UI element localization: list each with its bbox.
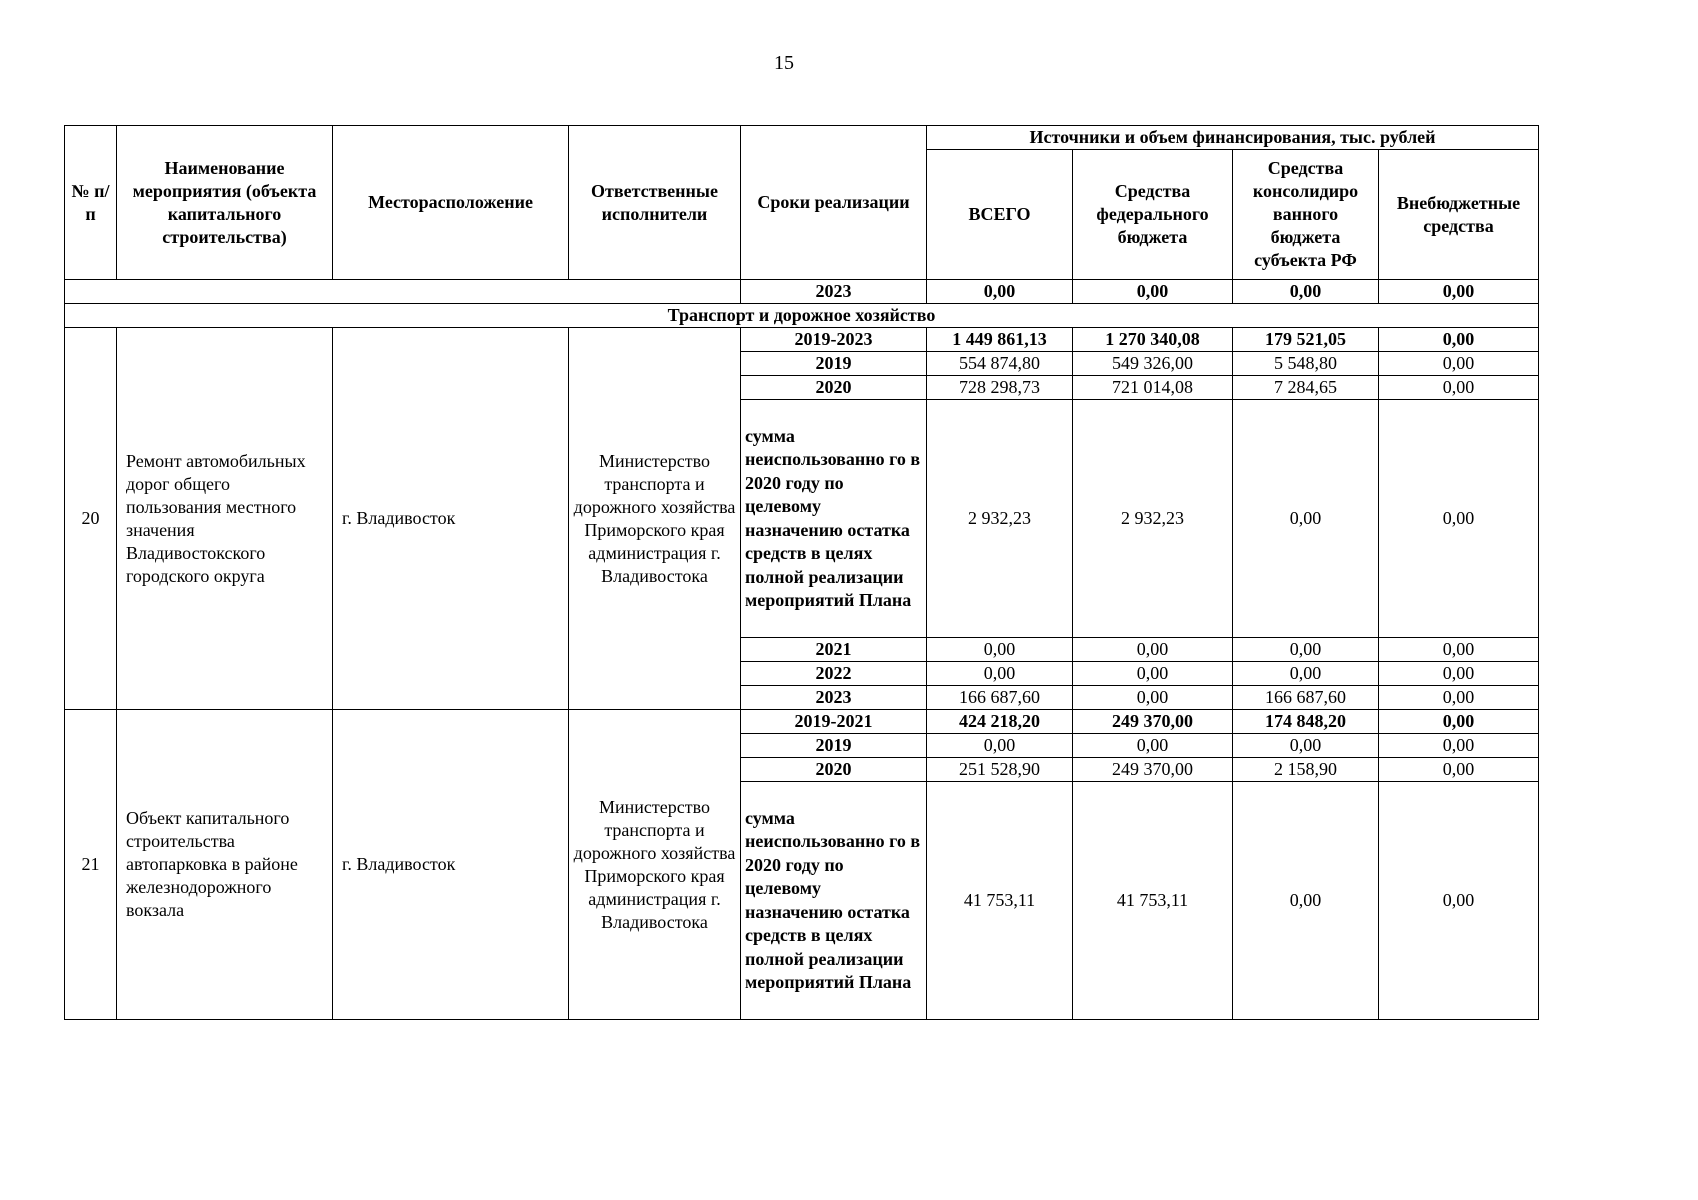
header-period: Сроки реализации — [741, 126, 927, 280]
header-location: Месторасположение — [333, 126, 569, 280]
header-num: № п/п — [65, 126, 117, 280]
row-federal: 249 370,00 — [1073, 710, 1233, 734]
item-number: 21 — [65, 710, 117, 1020]
row-period: 2020 — [741, 758, 927, 782]
row-extra: 0,00 — [1379, 686, 1539, 710]
row-regional: 0,00 — [1233, 638, 1379, 662]
row-total: 554 874,80 — [927, 352, 1073, 376]
financing-table — [64, 125, 1539, 1020]
row-period: 2019-2021 — [741, 710, 927, 734]
row-total: 41 753,11 — [927, 782, 1073, 1020]
item-responsible: Министерство транспорта и дорожного хозяйства Приморского края администрация г. Владивостока — [569, 710, 741, 1020]
item-name: Ремонт автомобильных дорог общего пользования местного значения Владивостокского городского округа — [117, 328, 333, 710]
row-regional: 7 284,65 — [1233, 376, 1379, 400]
row-federal: 0,00 — [1073, 638, 1233, 662]
row-total: 2 932,23 — [927, 400, 1073, 638]
header-total: ВСЕГО — [927, 150, 1073, 280]
row-extra: 0,00 — [1379, 662, 1539, 686]
section-row — [65, 304, 1539, 328]
row-period: 2021 — [741, 638, 927, 662]
row-federal: 0,00 — [1073, 662, 1233, 686]
row-period: 2020 — [741, 376, 927, 400]
row-federal: 549 326,00 — [1073, 352, 1233, 376]
item-location: г. Владивосток — [333, 710, 569, 1020]
carry-over-row — [65, 280, 1539, 304]
row-total: 0,00 — [927, 662, 1073, 686]
row-federal: 721 014,08 — [1073, 376, 1233, 400]
row-extra: 0,00 — [1379, 400, 1539, 638]
table-row — [65, 710, 1539, 734]
row-period-note: сумма неиспользованно го в 2020 году по целевому назначению остатка средств в целях полной реализации мероприятий Плана — [741, 400, 927, 638]
row-federal: 0,00 — [1073, 686, 1233, 710]
row-extra: 0,00 — [1379, 782, 1539, 1020]
row-extra: 0,00 — [1379, 638, 1539, 662]
row-regional: 2 158,90 — [1233, 758, 1379, 782]
row-total: 728 298,73 — [927, 376, 1073, 400]
header-row-1 — [65, 126, 1539, 150]
item-number: 20 — [65, 328, 117, 710]
row-regional: 0,00 — [1233, 662, 1379, 686]
row-period: 2022 — [741, 662, 927, 686]
row-federal: 2 932,23 — [1073, 400, 1233, 638]
row-period: 2019-2023 — [741, 328, 927, 352]
row-total: 1 449 861,13 — [927, 328, 1073, 352]
row-extra: 0,00 — [1379, 734, 1539, 758]
item-location: г. Владивосток — [333, 328, 569, 710]
row-extra: 0,00 — [1379, 352, 1539, 376]
row-total: 251 528,90 — [927, 758, 1073, 782]
row-federal: 249 370,00 — [1073, 758, 1233, 782]
row-regional: 5 548,80 — [1233, 352, 1379, 376]
item-responsible: Министерство транспорта и дорожного хозяйства Приморского края администрация г. Владивостока — [569, 328, 741, 710]
carry-over-blank — [65, 280, 741, 304]
header-responsible: Ответственные исполнители — [569, 126, 741, 280]
carry-total: 0,00 — [927, 280, 1073, 304]
row-total: 0,00 — [927, 638, 1073, 662]
row-regional: 174 848,20 — [1233, 710, 1379, 734]
section-title: Транспорт и дорожное хозяйство — [65, 304, 1539, 328]
item-name: Объект капитального строительства автопарковка в районе железнодорожного вокзала — [117, 710, 333, 1020]
header-federal: Средства федерального бюджета — [1073, 150, 1233, 280]
row-period: 2019 — [741, 734, 927, 758]
row-extra: 0,00 — [1379, 710, 1539, 734]
header-extra: Внебюджетные средства — [1379, 150, 1539, 280]
row-regional: 166 687,60 — [1233, 686, 1379, 710]
row-regional: 0,00 — [1233, 734, 1379, 758]
row-total: 166 687,60 — [927, 686, 1073, 710]
row-period: 2019 — [741, 352, 927, 376]
carry-period: 2023 — [741, 280, 927, 304]
row-regional: 0,00 — [1233, 400, 1379, 638]
row-regional: 0,00 — [1233, 782, 1379, 1020]
row-extra: 0,00 — [1379, 328, 1539, 352]
row-period: 2023 — [741, 686, 927, 710]
row-total: 0,00 — [927, 734, 1073, 758]
page-number: 15 — [774, 52, 794, 74]
row-extra: 0,00 — [1379, 758, 1539, 782]
header-regional: Средства консолидиро ванного бюджета субъекта РФ — [1233, 150, 1379, 280]
carry-federal: 0,00 — [1073, 280, 1233, 304]
row-federal: 41 753,11 — [1073, 782, 1233, 1020]
row-period-note: сумма неиспользованно го в 2020 году по целевому назначению остатка средств в целях полной реализации мероприятий Плана — [741, 782, 927, 1020]
header-name: Наименование мероприятия (объекта капитального строительства) — [117, 126, 333, 280]
row-federal: 0,00 — [1073, 734, 1233, 758]
row-regional: 179 521,05 — [1233, 328, 1379, 352]
row-federal: 1 270 340,08 — [1073, 328, 1233, 352]
row-total: 424 218,20 — [927, 710, 1073, 734]
carry-extra: 0,00 — [1379, 280, 1539, 304]
carry-regional: 0,00 — [1233, 280, 1379, 304]
header-funding-group: Источники и объем финансирования, тыс. рублей — [927, 126, 1539, 150]
table-row — [65, 328, 1539, 352]
row-extra: 0,00 — [1379, 376, 1539, 400]
